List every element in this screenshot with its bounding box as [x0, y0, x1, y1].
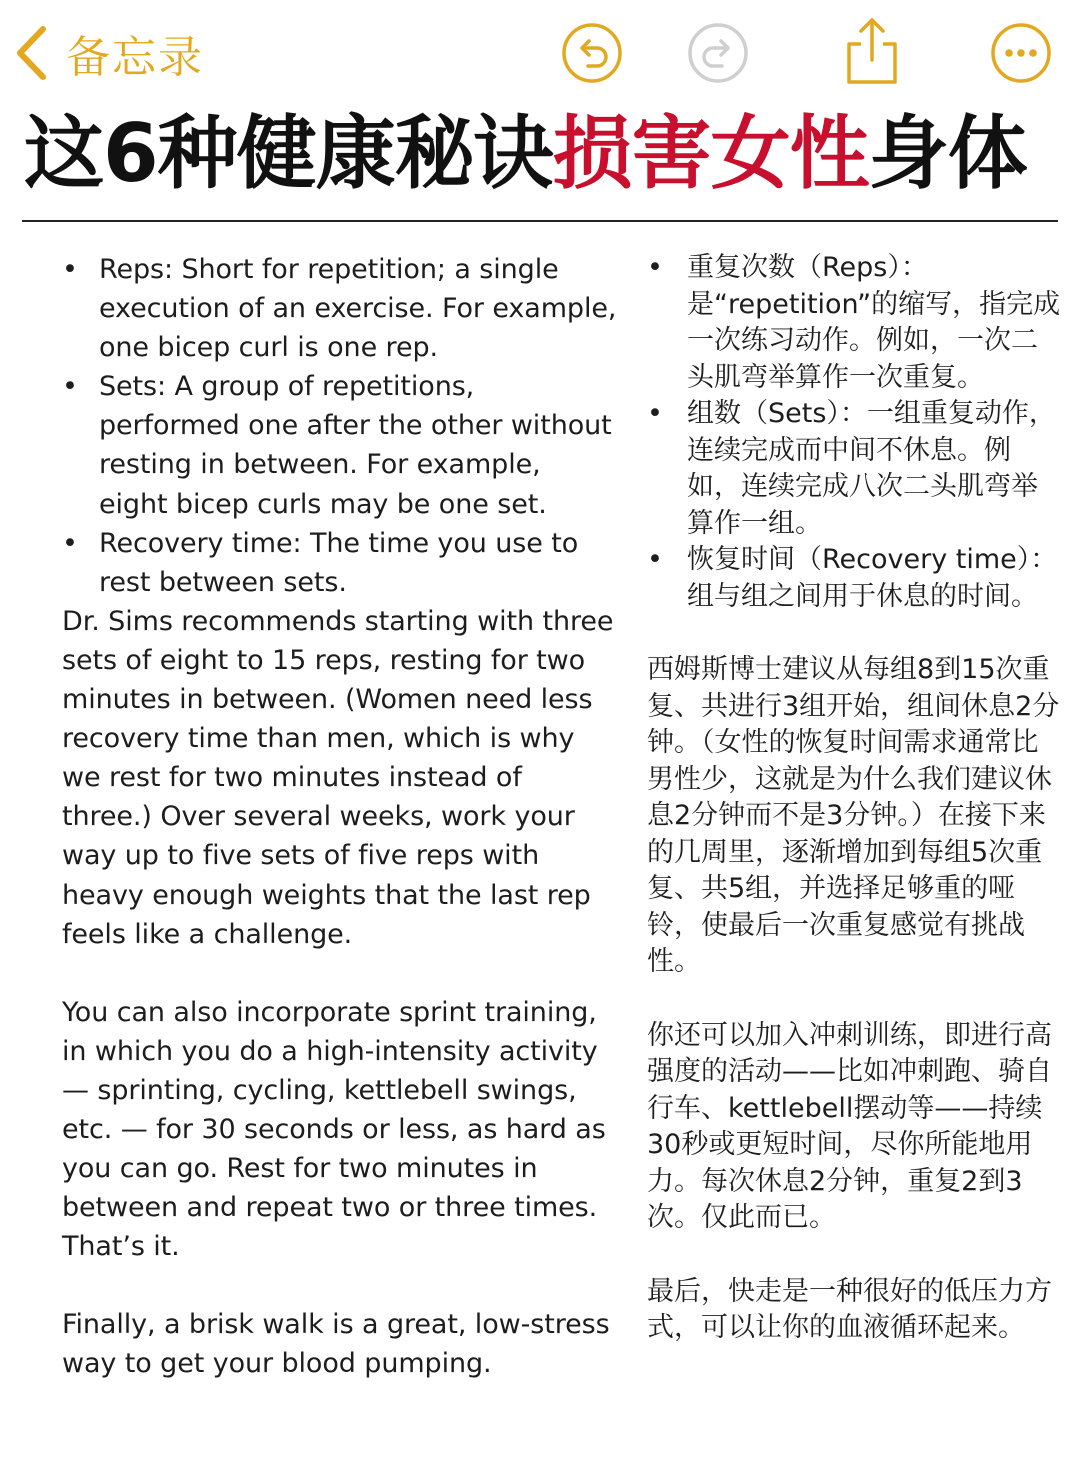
list-item: • 重复次数（Reps）：是“repetition”的缩写，指完成一次练习动作。例如，一次二头肌弯举算作一次重复。	[647, 250, 1062, 396]
chevron-left-icon	[14, 25, 48, 81]
chinese-paragraph-3: 最后，快走是一种很好的低压力方式，可以让你的血液循环起来。	[647, 1275, 1052, 1343]
more-button[interactable]	[990, 22, 1052, 84]
note-title	[24, 106, 1064, 202]
title-divider	[22, 220, 1058, 222]
list-item: • Sets: A group of repetitions, performed one after the other without resting in between. For example, eight bicep curls may be one set.	[62, 367, 617, 523]
list-item: • Recovery time: The time you use to rest between sets.	[62, 524, 617, 602]
share-icon	[842, 16, 902, 86]
undo-icon	[561, 22, 623, 84]
english-paragraph-3: Finally, a brisk walk is a great, low-stress way to get your blood pumping.	[62, 1309, 610, 1380]
list-item: • 组数（Sets）：一组重复动作，连续完成而中间不休息。例如，连续完成八次二头肌弯举算作一组。	[647, 396, 1062, 542]
undo-button[interactable]	[561, 22, 623, 84]
title-highlight: 损害女性	[552, 107, 869, 200]
more-icon	[990, 22, 1052, 84]
title-part-3: 身体	[868, 107, 1027, 200]
back-button[interactable]	[14, 22, 204, 84]
share-button[interactable]	[842, 16, 902, 86]
list-item: • 恢复时间（Recovery time）：组与组之间用于休息的时间。	[647, 542, 1062, 615]
english-paragraph-2: You can also incorporate sprint training, in which you do a high-intensity activity — sprinting, cycling, kettlebell swings, etc. — for 30 seconds or less, as hard as you can go. Rest for two minutes in between and repeat two or three times. That’s it.	[62, 996, 606, 1263]
list-item: • Reps: Short for repetition; a single execution of an exercise. For example, one bicep curl is one rep.	[62, 250, 617, 367]
english-paragraph-1: Dr. Sims recommends starting with three sets of eight to 15 reps, resting for two minutes in between. (Women need less recovery time than men, which is why we rest for two minutes instead of three.) Over several weeks, work your way up to five sets of five reps with heavy enough weights that the last rep feels like a challenge.	[62, 605, 614, 950]
chinese-paragraph-1: 西姆斯博士建议从每组8到15次重复、共进行3组开始，组间休息2分钟。（女性的恢复时间需求通常比男性少，这就是为什么我们建议休息2分钟而不是3分钟。）在接下来的几周里，逐渐增加到每组5次重复、共5组，并选择足够重的哑铃，使最后一次重复感觉有挑战性。	[647, 654, 1060, 977]
redo-icon	[687, 22, 749, 84]
chinese-column	[647, 250, 1062, 1347]
title-part-1: 这6种健康秘诀	[24, 107, 553, 200]
english-column	[62, 250, 617, 1384]
chinese-definition-list	[647, 250, 1062, 615]
english-definition-list	[62, 250, 617, 602]
back-label: 备忘录	[66, 32, 204, 83]
chinese-paragraph-2: 你还可以加入冲刺训练，即进行高强度的活动——比如冲刺跑、骑自行车、kettlebell摆动等——持续30秒或更短时间，尽你所能地用力。每次休息2分钟，重复2到3次。仅此而已。	[647, 1019, 1052, 1233]
redo-button[interactable]	[687, 22, 749, 84]
top-toolbar	[0, 0, 1080, 110]
